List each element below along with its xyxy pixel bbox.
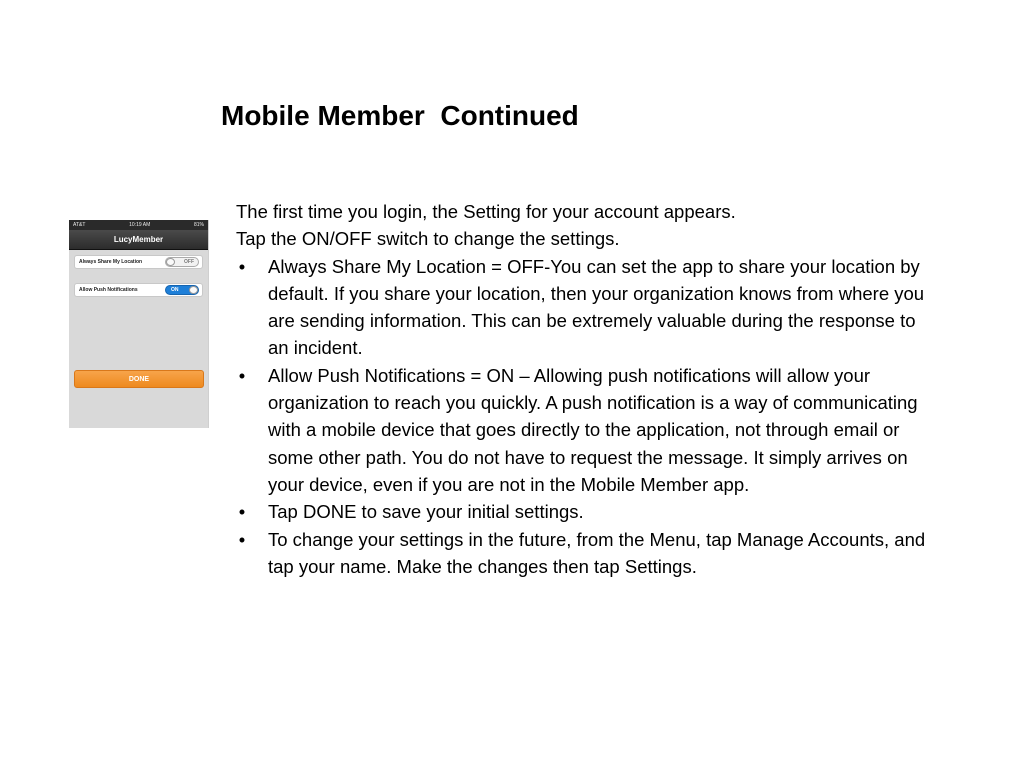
done-button[interactable]: DONE [74, 370, 204, 388]
share-location-toggle[interactable] [165, 257, 199, 267]
bullet-text: Allow Push Notifications = ON – Allowing push notifications will allow your organization to reach you quickly. A push notification is a way of communicating with a mobile device that goes directly to the application, not through email or some other path. You do not have to request the message. It simply arrives on your device, even if you are not in the Mobile Member app. [268, 364, 918, 495]
setting-label: Allow Push Notifications [79, 287, 138, 293]
instructions-text [236, 198, 936, 580]
battery-label: 81% [193, 222, 204, 228]
toggle-state: OFF [184, 259, 194, 265]
intro-line: The first time you login, the Setting for your account appears. [236, 201, 736, 222]
list-item [236, 253, 936, 362]
slide-title: Mobile Member Continued [221, 100, 579, 131]
carrier-label: AT&T [73, 222, 86, 228]
setting-label: Always Share My Location [79, 259, 143, 265]
phone-screenshot [69, 220, 209, 428]
phone-status-bar [69, 220, 208, 230]
bullet-icon: • [238, 501, 246, 523]
phone-nav-bar [69, 230, 208, 250]
bullet-text: Tap DONE to save your initial settings. [268, 501, 584, 523]
bullet-icon: • [238, 528, 246, 550]
toggle-knob [166, 258, 175, 266]
list-item [236, 526, 936, 581]
bullet-icon: • [238, 255, 246, 277]
intro-line: Tap the ON/OFF switch to change the settings. [236, 228, 620, 250]
bullet-icon: • [238, 364, 246, 386]
bullet-text: Always Share My Location = OFF-You can set the app to share your location by default. If you share your location, then your organization knows from where you are sending information. This can be extremely valuable during the response to an incident. [268, 255, 925, 359]
bullet-text: To change your settings in the future, from the Menu, tap Manage Accounts, and tap your name. Make the changes then tap Settings. [268, 528, 926, 577]
clock-label: 10:19 AM [129, 222, 151, 228]
list-item [236, 498, 936, 525]
bullet-list [236, 253, 936, 581]
toggle-state: ON [171, 287, 179, 293]
setting-row-push-notifications [74, 283, 203, 297]
push-notifications-toggle[interactable] [165, 285, 199, 295]
app-title: LucyMember [113, 235, 164, 244]
list-item [236, 362, 936, 498]
toggle-knob [189, 286, 198, 294]
setting-row-share-location [74, 255, 203, 269]
